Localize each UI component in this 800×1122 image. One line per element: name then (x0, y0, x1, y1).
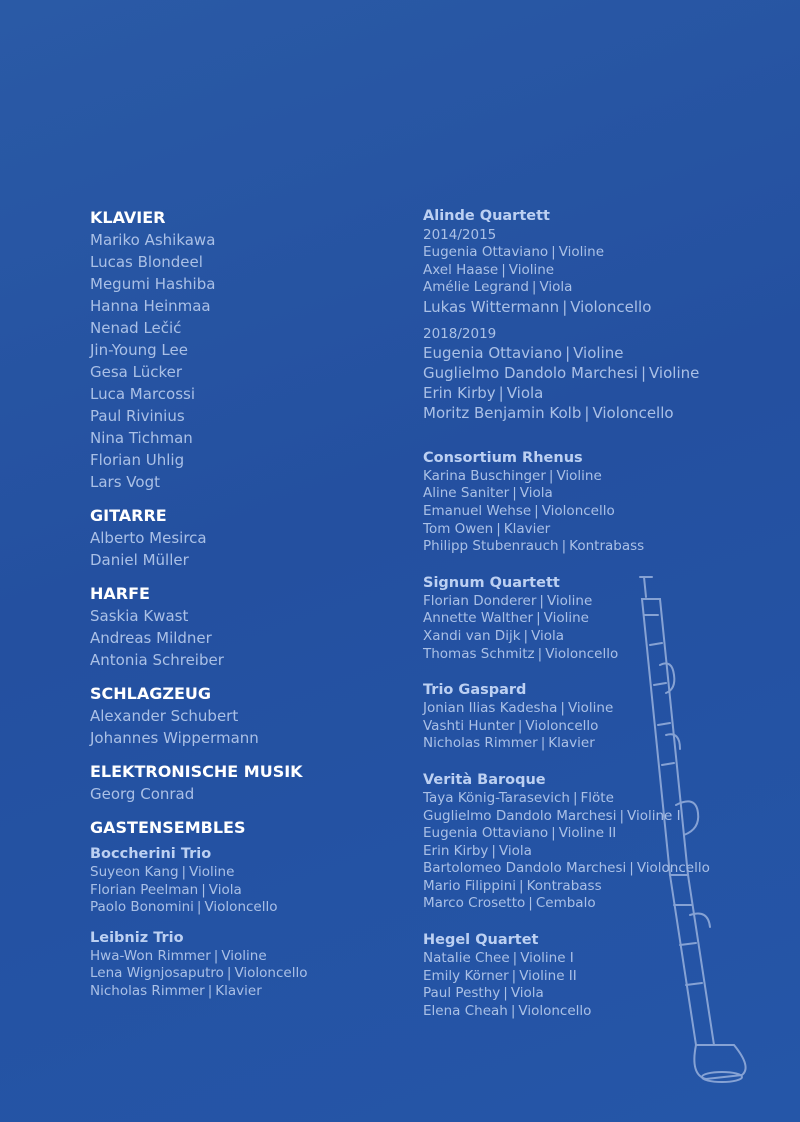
oboe-icon (630, 575, 770, 1085)
member-instrument: Violine I (627, 807, 681, 824)
separator: | (536, 610, 541, 627)
separator: | (539, 592, 544, 609)
ensemble-name: Boccherini Trio (90, 846, 212, 862)
section-title: KLAVIER (90, 208, 166, 227)
member-instrument: Viola (506, 383, 544, 402)
member-line (423, 262, 783, 280)
member-name: Nicholas Rimmer (90, 982, 205, 999)
period-label: 2014/2015 (423, 227, 497, 243)
member-name: Eugenia Ottaviano (423, 825, 549, 842)
artist-name: Alberto Mesirca (90, 529, 207, 547)
section-title: ELEKTRONISCHE MUSIK (90, 762, 303, 781)
artist-name: Florian Uhlig (90, 451, 185, 469)
section-schlagzeug (90, 683, 400, 749)
member-line (90, 965, 400, 983)
ensemble-name: Verità Baroque (423, 771, 546, 788)
separator: | (501, 261, 506, 278)
ensemble-name: Trio Gaspard (423, 682, 527, 699)
member-instrument: Viola (539, 279, 573, 296)
member-name: Nicholas Rimmer (423, 735, 538, 752)
ensemble-alinde-quartett (423, 207, 783, 423)
member-instrument: Violoncello (545, 645, 619, 662)
ensemble (90, 845, 400, 917)
member-instrument: Violine I (520, 950, 574, 967)
member-instrument: Violine (556, 467, 602, 484)
member-name: Tom Owen (423, 520, 494, 537)
section-title: GITARRE (90, 506, 167, 525)
member-name: Erin Kirby (423, 842, 489, 859)
separator: | (551, 825, 556, 842)
member-line (90, 899, 400, 917)
member-instrument: Violine (221, 947, 267, 964)
artist-name: Nina Tichman (90, 429, 193, 447)
artist-name: Luca Marcossi (90, 385, 195, 403)
member-line (423, 244, 783, 262)
member-instrument: Viola (510, 985, 544, 1002)
ensemble-name: Alinde Quartett (423, 208, 550, 224)
member-name: Vashti Hunter (423, 717, 515, 734)
member-line (423, 279, 783, 297)
member-instrument: Kontrabass (569, 538, 645, 555)
ensemble (423, 449, 783, 556)
member-line (423, 503, 783, 521)
member-name: Philipp Stubenrauch (423, 538, 559, 555)
member-name: Emily Körner (423, 967, 509, 984)
member-name: Lena Wignjosaputro (90, 965, 224, 982)
member-name: Marco Crosetto (423, 895, 526, 912)
member-name: Jonian Ilias Kadesha (423, 700, 558, 717)
artist-name: Lucas Blondeel (90, 253, 203, 271)
separator: | (213, 947, 219, 964)
separator: | (534, 502, 539, 519)
separator: | (561, 538, 567, 555)
artist-name: Daniel Müller (90, 551, 189, 569)
separator: | (551, 244, 556, 260)
member-line (90, 948, 400, 966)
member-instrument: Violoncello (636, 860, 710, 877)
separator: | (517, 717, 523, 734)
member-line (423, 343, 783, 363)
member-line (90, 983, 400, 1001)
member-instrument: Violine II (519, 967, 577, 984)
member-name: Moritz Benjamin Kolb (423, 403, 582, 422)
member-line (423, 485, 783, 503)
member-line (423, 468, 783, 486)
separator: | (511, 967, 517, 984)
artist-name: Hanna Heinmaa (90, 297, 211, 315)
separator: | (565, 343, 571, 362)
member-line (90, 864, 400, 882)
member-name: Eugenia Ottaviano (423, 244, 549, 260)
member-instrument: Violoncello (525, 717, 599, 734)
artist-name: Mariko Ashikawa (90, 231, 216, 249)
member-line (423, 521, 783, 539)
member-instrument: Violine (508, 261, 555, 278)
section-title: SCHLAGZEUG (90, 684, 212, 703)
member-instrument: Violine (573, 343, 624, 362)
separator: | (226, 965, 232, 982)
member-name: Bartolomeo Dandolo Marchesi (423, 860, 627, 877)
separator: | (510, 1002, 516, 1019)
separator: | (629, 860, 634, 877)
member-name: Mario Filippini (423, 877, 517, 894)
artist-name: Saskia Kwast (90, 607, 189, 625)
ensemble-name: Hegel Quartet (423, 932, 539, 949)
member-instrument: Kontrabass (526, 877, 602, 894)
separator: | (531, 279, 537, 296)
artist-name: Georg Conrad (90, 785, 195, 803)
period-block (423, 226, 783, 317)
period-label: 2018/2019 (423, 325, 497, 342)
member-name: Karina Buschinger (423, 467, 546, 484)
artist-name: Gesa Lücker (90, 363, 183, 381)
member-instrument: Violoncello (570, 297, 652, 316)
member-name: Erin Kirby (423, 383, 496, 402)
member-name: Suyeon Kang (90, 864, 179, 880)
separator: | (491, 842, 496, 859)
member-name: Xandi van Dijk (423, 627, 521, 644)
period-block (423, 325, 783, 423)
member-instrument: Violoncello (204, 899, 278, 916)
member-instrument: Cembalo (535, 895, 596, 912)
artist-name: Lars Vogt (90, 473, 160, 491)
member-name: Emanuel Wehse (423, 502, 532, 519)
member-name: Florian Peelman (90, 881, 199, 898)
member-instrument: Violoncello (518, 1002, 592, 1019)
section-klavier (90, 207, 400, 493)
member-line (423, 297, 783, 317)
member-instrument: Violine (558, 244, 605, 260)
member-name: Paul Pesthy (423, 985, 501, 1002)
member-name: Annette Walther (423, 610, 534, 627)
member-name: Natalie Chee (423, 950, 510, 967)
artist-name: Alexander Schubert (90, 707, 239, 725)
separator: | (548, 467, 554, 484)
section-title: GASTENSEMBLES (90, 818, 246, 837)
separator: | (512, 950, 518, 967)
section-elektronische-musik (90, 761, 400, 805)
section-harfe (90, 583, 400, 671)
artist-name: Andreas Mildner (90, 629, 212, 647)
member-name: Paolo Bonomini (90, 899, 194, 916)
member-line (423, 538, 783, 556)
member-instrument: Klavier (215, 982, 262, 999)
member-instrument: Viola (519, 485, 553, 502)
separator: | (207, 982, 213, 999)
member-instrument: Viola (208, 881, 242, 898)
member-instrument: Violine (543, 610, 589, 627)
member-instrument: Violine (189, 864, 235, 880)
separator: | (496, 520, 501, 537)
member-instrument: Klavier (503, 520, 551, 537)
separator: | (619, 807, 625, 824)
member-name: Guglielmo Dandolo Marchesi (423, 807, 617, 824)
separator: | (503, 985, 508, 1002)
separator: | (528, 895, 533, 912)
artist-name: Johannes Wippermann (90, 729, 259, 747)
member-instrument: Violoncello (234, 965, 308, 982)
member-instrument: Violoncello (541, 502, 615, 519)
member-instrument: Violine (546, 592, 593, 609)
member-instrument: Viola (498, 842, 532, 859)
ensemble (90, 929, 400, 1001)
separator: | (523, 627, 529, 644)
separator: | (498, 383, 504, 402)
separator: | (512, 485, 517, 502)
member-instrument: Violine (649, 363, 700, 382)
artist-name: Antonia Schreiber (90, 651, 224, 669)
separator: | (519, 877, 524, 894)
member-name: Axel Haase (423, 261, 499, 278)
member-name: Aline Saniter (423, 485, 510, 502)
separator: | (584, 403, 590, 422)
artist-name: Nenad Lečić (90, 319, 182, 337)
member-name: Lukas Wittermann (423, 297, 560, 316)
member-name: Guglielmo Dandolo Marchesi (423, 363, 638, 382)
member-instrument: Violoncello (592, 403, 674, 422)
member-instrument: Flöte (580, 789, 614, 806)
left-column (90, 207, 400, 1001)
separator: | (540, 735, 546, 752)
member-name: Amélie Legrand (423, 279, 529, 296)
member-instrument: Violine (567, 700, 614, 717)
separator: | (537, 645, 543, 662)
separator: | (640, 363, 646, 382)
member-instrument: Klavier (548, 735, 595, 752)
member-name: Eugenia Ottaviano (423, 343, 563, 362)
separator: | (572, 789, 578, 806)
member-line (423, 403, 783, 423)
member-instrument: Violine II (558, 825, 617, 842)
member-line (423, 363, 783, 383)
ensemble-name: Signum Quartett (423, 574, 560, 591)
member-name: Hwa-Won Rimmer (90, 947, 211, 964)
section-title: HARFE (90, 584, 150, 603)
artist-name: Paul Rivinius (90, 407, 185, 425)
section-gitarre (90, 505, 400, 571)
member-name: Elena Cheah (423, 1002, 508, 1019)
section-gastensembles (90, 817, 400, 1001)
member-name: Taya König-Tarasevich (423, 789, 570, 806)
artist-name: Megumi Hashiba (90, 275, 216, 293)
ensemble-name: Consortium Rhenus (423, 449, 583, 466)
member-line (90, 882, 400, 900)
member-name: Florian Donderer (423, 592, 537, 609)
separator: | (562, 297, 568, 316)
artist-name: Jin-Young Lee (90, 341, 188, 359)
separator: | (560, 700, 565, 717)
separator: | (196, 899, 202, 916)
separator: | (181, 864, 187, 880)
ensemble-name: Leibniz Trio (90, 929, 184, 946)
member-instrument: Viola (531, 627, 565, 644)
separator: | (201, 881, 206, 898)
member-name: Thomas Schmitz (423, 645, 535, 662)
member-line (423, 383, 783, 403)
